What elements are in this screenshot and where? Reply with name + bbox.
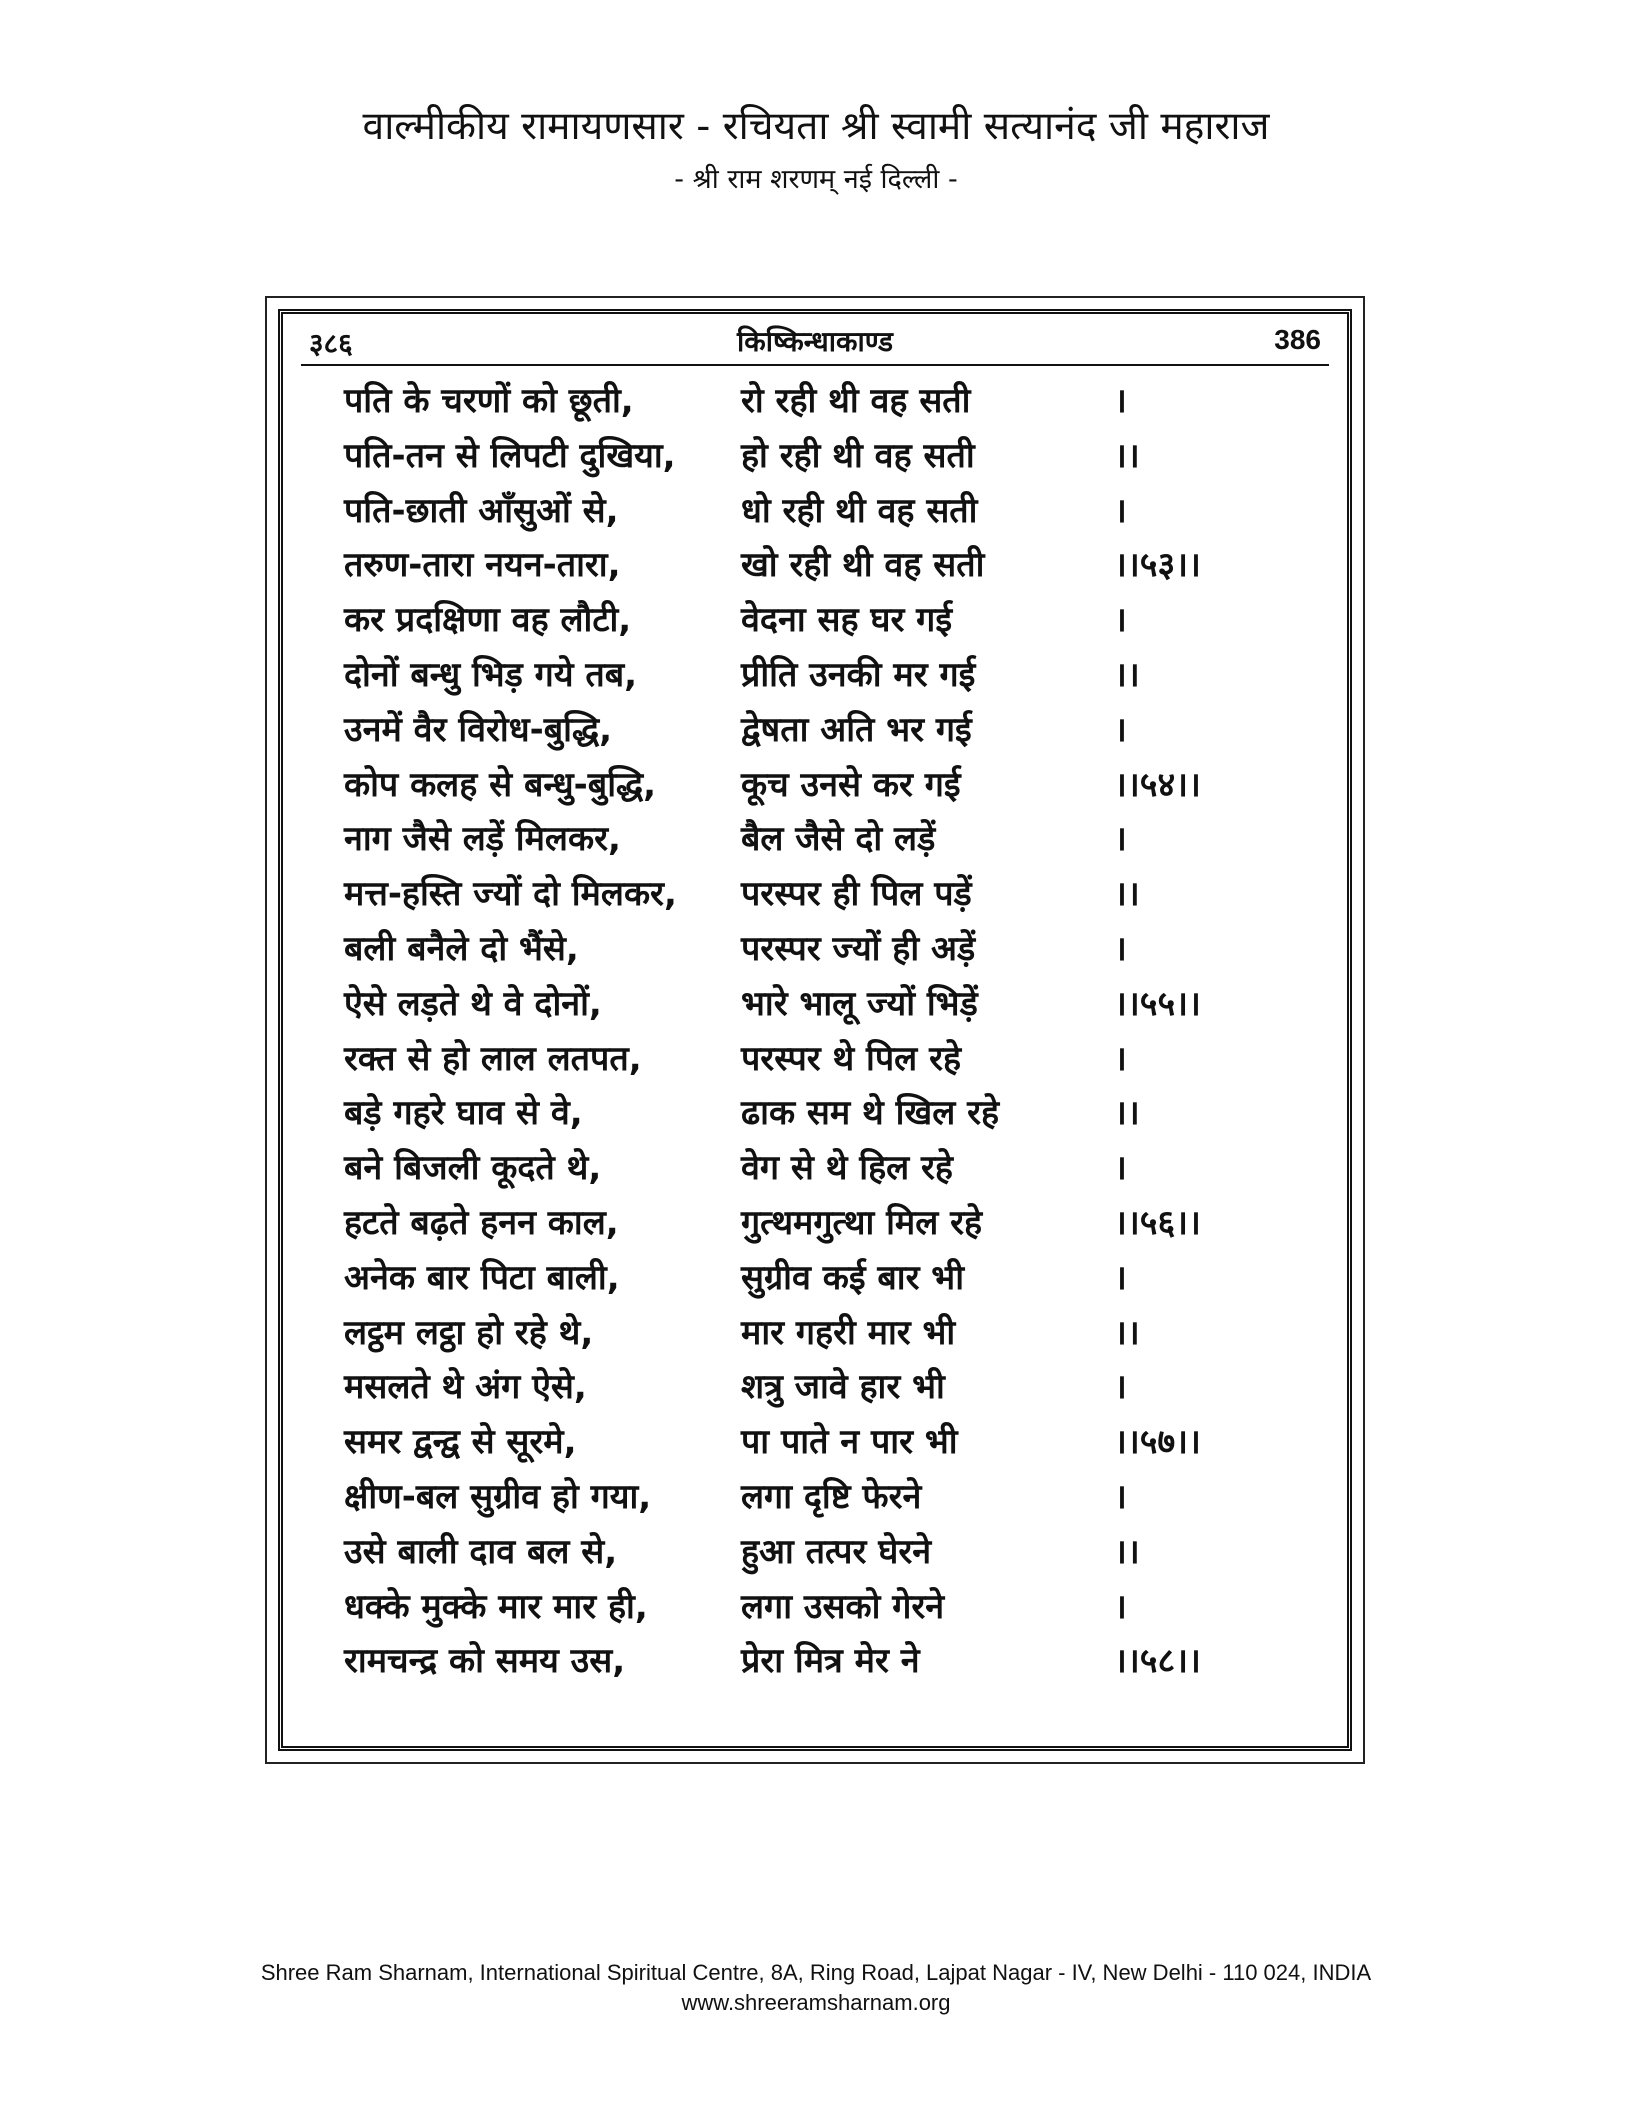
verse-marker: ।।५३।। — [1114, 545, 1201, 586]
verse-second-half: शत्रु जावे हार भी — [741, 1367, 945, 1408]
verse-line — [344, 1636, 1284, 1691]
verse-marker: । — [1114, 490, 1127, 531]
verse-line — [344, 486, 1284, 541]
verse-first-half: बने बिजली कूदते थे, — [344, 1148, 602, 1189]
verse-second-half: सुग्रीव कई बार भी — [741, 1257, 965, 1298]
verse-marker: ।।५८।। — [1114, 1641, 1201, 1682]
verse-first-half: रक्त से हो लाल लतपत, — [344, 1038, 642, 1079]
verse-line — [344, 1308, 1284, 1363]
verse-marker: ।।५७।। — [1114, 1422, 1201, 1463]
verse-line — [344, 924, 1284, 979]
verse-marker: । — [1114, 1257, 1127, 1298]
verse-line — [344, 1143, 1284, 1198]
verse-marker: । — [1114, 1367, 1127, 1408]
verse-marker: ।।५६।। — [1114, 1202, 1201, 1243]
verse-first-half: बड़े गहरे घाव से वे, — [344, 1093, 583, 1134]
document-subtitle: - श्री राम शरणम् नई दिल्ली - — [674, 164, 958, 195]
verse-line — [344, 1034, 1284, 1089]
verse-first-half: तरुण-तारा नयन-तारा, — [344, 545, 621, 586]
verse-second-half: मार गहरी मार भी — [741, 1312, 956, 1353]
verse-first-half: मत्त-हस्ति ज्यों दो मिलकर, — [344, 874, 677, 915]
verse-line — [344, 431, 1284, 486]
verse-line — [344, 376, 1284, 431]
verse-second-half: बैल जैसे दो लड़ें — [741, 819, 936, 860]
verse-marker: । — [1114, 709, 1127, 750]
verse-second-half: कूच उनसे कर गई — [741, 764, 961, 805]
verse-line — [344, 869, 1284, 924]
verse-marker: ।।५४।। — [1114, 764, 1201, 805]
verse-line — [344, 760, 1284, 815]
verse-line — [344, 540, 1284, 595]
verse-line — [344, 1253, 1284, 1308]
verse-second-half: हो रही थी वह सती — [741, 435, 975, 476]
verse-first-half: धक्के मुक्के मार मार ही, — [344, 1586, 648, 1627]
verse-line — [344, 1362, 1284, 1417]
verse-second-half: खो रही थी वह सती — [741, 545, 985, 586]
verse-line — [344, 814, 1284, 869]
footer-website: www.shreeramsharnam.org — [681, 1990, 951, 2015]
verse-line — [344, 595, 1284, 650]
verse-line — [344, 650, 1284, 705]
verse-second-half: वेग से थे हिल रहे — [741, 1148, 953, 1189]
verse-first-half: कर प्रदक्षिणा वह लौटी, — [344, 600, 632, 641]
verse-second-half: प्रेरा मित्र मेर ने — [741, 1641, 920, 1682]
verse-second-half: परस्पर ज्यों ही अड़ें — [741, 928, 976, 969]
footer-address: Shree Ram Sharnam, International Spiritual Centre, 8A, Ring Road, Lajpat Nagar - IV, New Delhi - 110 024, INDIA — [260, 1960, 1372, 1985]
verse-first-half: दोनों बन्धु भिड़ गये तब, — [344, 654, 638, 695]
verse-marker: । — [1114, 381, 1127, 421]
verse-second-half: धो रही थी वह सती — [741, 490, 978, 531]
verse-first-half: कोप कलह से बन्धु-बुद्धि, — [344, 764, 657, 805]
verse-marker: । — [1114, 1476, 1127, 1517]
verse-first-half: नाग जैसे लड़ें मिलकर, — [344, 819, 621, 860]
verse-marker: । — [1114, 600, 1127, 641]
verse-line — [344, 1527, 1284, 1582]
verse-first-half: बली बनैले दो भैंसे, — [344, 928, 579, 969]
verse-second-half: पा पाते न पार भी — [741, 1422, 958, 1463]
verse-marker: ।। — [1114, 874, 1140, 915]
verse-first-half: समर द्वन्द्व से सूरमे, — [344, 1422, 577, 1463]
verse-second-half: गुत्थमगुत्था मिल रहे — [741, 1202, 983, 1243]
verse-first-half: ऐसे लड़ते थे वे दोनों, — [344, 983, 602, 1024]
verse-second-half: लगा दृष्टि फेरने — [741, 1476, 922, 1517]
page-number-devanagari: ३८६ — [309, 327, 353, 360]
verse-line — [344, 1582, 1284, 1637]
page-header — [301, 320, 1329, 366]
verse-marker: । — [1114, 819, 1127, 860]
verse-marker: ।। — [1114, 1093, 1140, 1134]
verse-second-half: हुआ तत्पर घेरने — [741, 1531, 932, 1572]
verse-marker: । — [1114, 928, 1127, 969]
verse-second-half: लगा उसको गेरने — [741, 1586, 945, 1627]
document-title: वाल्मीकीय रामायणसार - रचियता श्री स्वामी सत्यानंद जी महाराज — [362, 104, 1270, 149]
verse-second-half: वेदना सह घर गई — [741, 600, 953, 641]
verse-line — [344, 1198, 1284, 1253]
verse-marker: ।। — [1114, 1531, 1140, 1572]
verse-line — [344, 979, 1284, 1034]
verse-first-half: पति-छाती आँसुओं से, — [344, 490, 619, 531]
verse-first-half: उनमें वैर विरोध-बुद्धि, — [344, 709, 613, 750]
verse-first-half: क्षीण-बल सुग्रीव हो गया, — [344, 1476, 652, 1517]
verse-first-half: पति के चरणों को छूती, — [344, 381, 634, 421]
verse-line — [344, 1472, 1284, 1527]
verse-first-half: हटते बढ़ते हनन काल, — [344, 1202, 619, 1243]
verse-first-half: लट्ठम लट्ठा हो रहे थे, — [344, 1312, 594, 1353]
verse-second-half: परस्पर थे पिल रहे — [741, 1038, 962, 1079]
verse-line — [344, 1088, 1284, 1143]
verse-first-half: उसे बाली दाव बल से, — [344, 1531, 618, 1572]
verse-marker: । — [1114, 1586, 1127, 1627]
verse-marker: । — [1114, 1148, 1127, 1189]
chapter-title: किष्किन्धाकाण्ड — [736, 325, 894, 358]
verse-second-half: परस्पर ही पिल पड़ें — [741, 874, 972, 915]
verse-marker: ।। — [1114, 435, 1140, 476]
verse-second-half: रो रही थी वह सती — [741, 381, 971, 421]
verse-first-half: पति-तन से लिपटी दुखिया, — [344, 435, 676, 476]
verse-line — [344, 1417, 1284, 1472]
verse-marker: ।। — [1114, 654, 1140, 695]
verse-second-half: ढाक सम थे खिल रहे — [741, 1093, 1000, 1134]
verse-first-half: रामचन्द्र को समय उस, — [344, 1641, 626, 1682]
verse-marker: ।।५५।। — [1114, 983, 1201, 1024]
page-number: 386 — [1274, 324, 1321, 355]
verse-second-half: प्रीति उनकी मर गई — [741, 654, 976, 695]
verse-first-half: मसलते थे अंग ऐसे, — [344, 1367, 587, 1408]
verse-marker: ।। — [1114, 1312, 1140, 1353]
verse-first-half: अनेक बार पिटा बाली, — [344, 1257, 620, 1298]
verse-list — [344, 376, 1284, 1691]
verse-line — [344, 705, 1284, 760]
verse-second-half: भारे भालू ज्यों भिड़ें — [741, 983, 978, 1024]
verse-second-half: द्वेषता अति भर गई — [741, 709, 972, 750]
verse-marker: । — [1114, 1038, 1127, 1079]
